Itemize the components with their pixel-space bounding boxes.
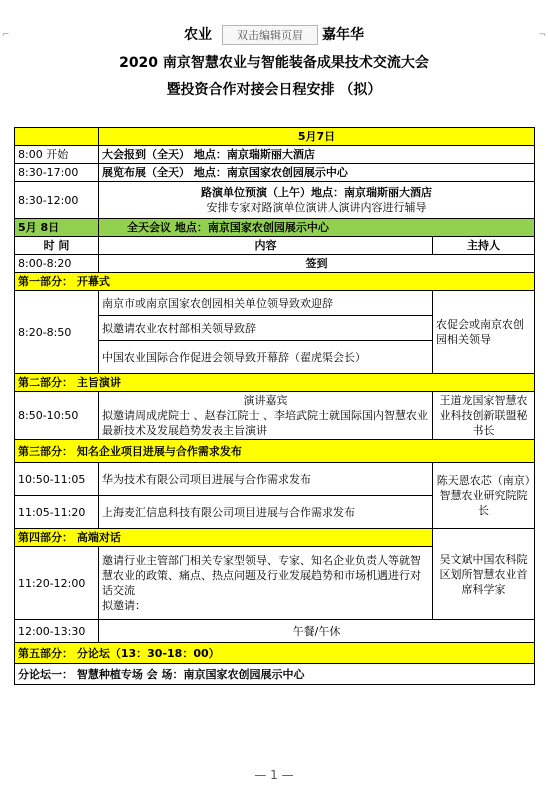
part2-host: 王道龙国家智慧农业科技创新联盟秘书长 — [433, 392, 535, 440]
part3-row-2-content: 上海麦汇信息科技有限公司项目进展与合作需求发布 — [99, 496, 433, 529]
part2-time: 8:50-10:50 — [15, 392, 99, 440]
part1-time: 8:20-8:50 — [15, 291, 99, 374]
page-number: — 1 — — [254, 768, 294, 782]
checkin-time: 8:00-8:20 — [15, 255, 99, 273]
day1-row-1-time: 8:00 开始 — [15, 146, 99, 164]
part1-label: 第一部分： 开幕式 — [15, 273, 535, 291]
part1-item-3: 中国农业国际合作促进会领导致开幕辞（翟虎渠会长） — [99, 341, 433, 374]
checkin-content: 签到 — [99, 255, 535, 273]
part3-row-1-time: 10:50-11:05 — [15, 463, 99, 496]
part1-item-1: 南京市或南京国家农创园相关单位领导致欢迎辞 — [99, 291, 433, 316]
part5-label: 第五部分： 分论坛（13：30-18：00） — [15, 643, 535, 664]
edit-header-tooltip[interactable]: 双击编辑页眉 — [222, 25, 318, 45]
part4-time: 11:20-12:00 — [15, 547, 99, 620]
part4-content-line1: 邀请行业主管部门相关专家型领导、专家、知名企业负责人等就智慧农业的政策、痛点、热点问题及行业发展趋势和市场机遇进行对话交流 — [102, 554, 421, 597]
schedule-table — [14, 127, 535, 685]
column-header-time: 时 间 — [15, 237, 99, 255]
part1-item-2: 拟邀请农业农村部相关领导致辞 — [99, 316, 433, 341]
lunch-content: 午餐/午休 — [99, 620, 535, 643]
title-line-1-part2: 嘉年华 — [322, 27, 364, 43]
day1-row-3-content — [99, 182, 535, 219]
part2-label: 第二部分： 主旨演讲 — [15, 374, 535, 392]
day1-row-1-content: 大会报到（全天） 地点：南京瑞斯丽大酒店 — [99, 146, 535, 164]
part2-content-cell — [99, 392, 433, 440]
part2-heading: 演讲嘉宾 — [243, 394, 288, 407]
part4-content-line2: 拟邀请： — [102, 599, 146, 612]
day1-row-2-time: 8:30-17:00 — [15, 164, 99, 182]
forum1-label: 分论坛一： 智慧种植专场 会 场：南京国家农创园展示中心 — [15, 664, 535, 685]
day1-row-3-time: 8:30-12:00 — [15, 182, 99, 219]
part3-row-1-content: 华为技术有限公司项目进展与合作需求发布 — [99, 463, 433, 496]
part1-host: 农促会或南京农创园相关领导 — [433, 291, 535, 374]
day1-header: 5月7日 — [99, 128, 535, 146]
day1-row-3-line1: 路演单位预演（上午）地点：南京瑞斯丽大酒店 — [201, 186, 432, 199]
column-header-host: 主持人 — [433, 237, 535, 255]
part4-host: 吴文斌中国农科院区划所智慧农业首席科学家 — [433, 529, 535, 620]
part3-label: 第三部分： 知名企业项目进展与合作需求发布 — [15, 440, 535, 463]
column-header-content: 内容 — [99, 237, 433, 255]
part4-label: 第四部分： 高端对话 — [15, 529, 433, 547]
day2-header-date: 5月 8日 — [15, 219, 99, 237]
part2-content: 拟邀请周成虎院士 、赵春江院士 、李培武院士就国际国内智慧农业最新技术及发展趋势发表主旨演讲 — [102, 409, 428, 437]
title-line-1-part1: 农业 — [184, 27, 212, 43]
day1-header-blank — [15, 128, 99, 146]
header-corner-mark-left: ⌐ — [2, 30, 10, 40]
lunch-time: 12:00-13:30 — [15, 620, 99, 643]
day2-header-text: 全天会议 地点：南京国家农创园展示中心 — [99, 219, 535, 237]
part3-host: 陈天恩农芯（南京）智慧农业研究院院长 — [433, 463, 535, 529]
day1-row-2-content: 展览布展（全天） 地点：南京国家农创园展示中心 — [99, 164, 535, 182]
title-line-2: 2020 南京智慧农业与智能装备成果技术交流大会 — [119, 55, 429, 71]
title-line-3: 暨投资合作对接会日程安排 （拟） — [166, 82, 382, 98]
part3-row-2-time: 11:05-11:20 — [15, 496, 99, 529]
header-corner-mark-right: ¬ — [538, 30, 546, 40]
day1-row-3-line2: 安排专家对路演单位演讲人演讲内容进行辅导 — [206, 201, 427, 214]
part4-content-cell — [99, 547, 433, 620]
